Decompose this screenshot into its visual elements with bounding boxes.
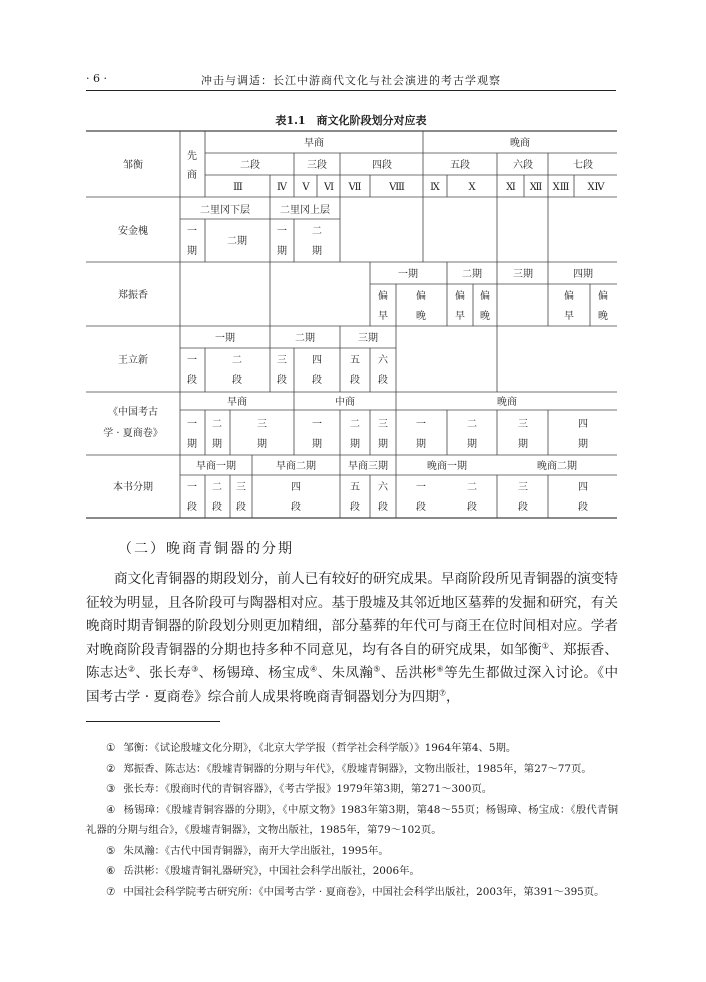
cell-zgkg: 期: [312, 439, 322, 450]
cell-roman: Ⅵ: [323, 182, 335, 193]
cell-wang: 二: [232, 355, 242, 366]
cell-zheng: 偏: [378, 291, 388, 302]
cell-zgkg: 期: [518, 439, 528, 450]
footnote: [86, 841, 618, 862]
row-label-anjinhuai: 安金槐: [118, 226, 148, 237]
footnote-ref[interactable]: ⑦: [438, 687, 446, 697]
footnote-ref[interactable]: ④: [310, 664, 318, 674]
cell-zheng: 早: [455, 311, 465, 322]
row-label-wanglixin: 王立新: [118, 355, 148, 366]
cell-book: 五: [350, 482, 360, 493]
footnote: [86, 759, 618, 780]
text-run: ，: [445, 688, 460, 705]
cell-an: 一: [277, 226, 287, 237]
cell-zgkg-era: 早商: [227, 397, 247, 408]
cell-roman: Ⅸ: [430, 182, 440, 193]
cell-zheng: 晚: [598, 311, 608, 322]
cell-an: 二期: [227, 236, 247, 247]
cell-zgkg: 期: [467, 439, 477, 450]
cell-zheng: 偏: [598, 291, 608, 302]
table-caption: 表1.1 商文化阶段划分对应表: [275, 114, 427, 127]
cell-zgkg: 期: [350, 439, 360, 450]
footnote-number: ⑤: [106, 844, 116, 857]
text-run: 商文化青铜器的期段划分，前人已有较好的研究成果。早商阶段所见青铜器的演变特征较为明显，且各阶段可与陶器相对应。基于殷墟及其邻近地区墓葬的发掘和研究，有关晚商时期青铜器的阶段划分则更加精细，部分墓葬的年代可与商王在位时间相对应。学者对晚商阶段青铜器的分期也持多种不同意见，均有各自的研究成果，如邹衡: [86, 571, 618, 658]
footnote-ref[interactable]: ⑥: [436, 664, 445, 674]
cell-book: 段: [187, 502, 197, 513]
cell-roman: Ⅶ: [348, 182, 362, 193]
text-run: 、杨锡璋、杨宝成: [198, 665, 311, 681]
footnote-number: ③: [106, 783, 116, 795]
cell-roman: Ⅹ: [468, 182, 476, 193]
cell-stage: 七段: [573, 160, 593, 171]
footnote-text: 中国社会科学院考古研究所：《中国考古学 · 夏商卷》，中国社会科学出版社，2003年，第391～395页。: [123, 885, 605, 898]
text-run: 等先生都做过深入讨论。《中国考古学 · 夏商卷》综合前人成果将晚商青铜器划分为四期: [86, 665, 619, 705]
cell-wang: 段: [350, 375, 360, 386]
cell-stage: 四段: [372, 160, 392, 171]
cell-zgkg: 一: [416, 419, 426, 430]
footnote-number: ⑥: [106, 865, 116, 877]
cell-roman: Ⅴ: [302, 182, 310, 193]
cell-zgkg-era: 中商: [335, 397, 355, 408]
cell-zheng: 偏: [480, 291, 490, 302]
footnote: [86, 861, 618, 882]
cell-book-phase: 早商一期: [196, 461, 236, 472]
cell-zheng-phase: 四期: [573, 269, 593, 280]
cell-wang-phase: 一期: [215, 333, 235, 344]
cell-book: 段: [350, 502, 360, 513]
cell-an: 期: [312, 246, 322, 257]
cell-wang: 段: [378, 375, 388, 386]
cell-roman: ⅩⅣ: [587, 182, 605, 193]
cell-book: 三: [518, 482, 528, 493]
footnote-number: ①: [106, 742, 116, 754]
cell-zgkg: 期: [378, 439, 388, 450]
footnote: [86, 738, 618, 759]
cell-roman: Ⅳ: [277, 182, 287, 193]
cell-an: 二: [312, 226, 322, 237]
cell-book: 段: [467, 502, 477, 513]
cell-wang-phase: 三期: [358, 333, 378, 344]
cell-wang: 五: [350, 355, 360, 366]
cell-zgkg-era: 晚商: [497, 397, 517, 408]
cell-book: 三: [236, 482, 246, 493]
cell-wang: 段: [277, 375, 287, 386]
cell-zheng-phase: 一期: [398, 269, 418, 280]
cell-early-shang: 早商: [304, 138, 324, 149]
page-number: · 6 ·: [86, 72, 107, 85]
row-label-zgkg-line1: 《中国考古: [108, 407, 158, 418]
text-run: 、朱凤瀚: [317, 665, 374, 681]
running-title: 冲击与调适：长江中游商代文化与社会演进的考古学观察: [201, 74, 501, 87]
cell-wang: 段: [232, 375, 242, 386]
cell-book-phase: 晚商二期: [537, 461, 577, 472]
cell-erligang-lower: 二里冈下层: [200, 205, 250, 216]
cell-book: 段: [291, 502, 301, 513]
footnote: [86, 882, 618, 903]
cell-book-phase: 早商三期: [348, 461, 388, 472]
text-run: 、郑振香、陈志达: [86, 641, 619, 681]
cell-wang: 四: [312, 355, 322, 366]
cell-zgkg: 一: [312, 419, 322, 430]
cell-erligang-upper: 二里冈上层: [280, 205, 330, 216]
cell-book: 一: [416, 482, 426, 493]
footnote-number: ⑦: [106, 885, 116, 898]
cell-book: 段: [578, 502, 588, 513]
row-label-zgkg-line2: 学 · 夏商卷》: [103, 428, 163, 439]
cell-zgkg: 二: [212, 419, 222, 430]
cell-zheng: 早: [378, 311, 388, 322]
cell-stage: 二段: [240, 160, 260, 171]
cell-zgkg: 三: [518, 419, 528, 430]
cell-an: 期: [187, 246, 197, 257]
footnote-text: 岳洪彬：《殷墟青铜礼器研究》，中国社会科学出版社，2006年。: [123, 865, 420, 877]
cell-an: 期: [277, 246, 287, 257]
cell-book-phase: 早商二期: [276, 461, 316, 472]
cell-book: 二: [467, 482, 477, 493]
cell-wang: 六: [378, 355, 388, 366]
footnote: [86, 779, 618, 800]
footnote-ref[interactable]: ①: [541, 640, 550, 650]
cell-book: 六: [378, 482, 388, 493]
cell-zgkg: 期: [416, 439, 426, 450]
cell-wang: 段: [312, 375, 322, 386]
cell-stage: 五段: [450, 160, 470, 171]
footnote-text: 郑振香、陈志达：《殷墟青铜器的分期与年代》，《殷墟青铜器》，文物出版社，1985年，第27～77页。: [123, 762, 592, 775]
cell-zgkg: 二: [467, 419, 477, 430]
cell-book-phase: 晚商一期: [427, 461, 467, 472]
cell-zgkg: 期: [187, 439, 197, 450]
cell-roman: Ⅻ: [529, 182, 543, 193]
cell-zgkg: 三: [257, 419, 267, 430]
cell-zheng: 偏: [455, 291, 465, 302]
row-label-zouheng: 邹衡: [123, 160, 143, 171]
cell-roman: Ⅺ: [506, 182, 516, 193]
cell-zheng: 早: [564, 311, 574, 322]
cell-wang-phase: 二期: [295, 333, 315, 344]
cell-zgkg: 四: [578, 419, 588, 430]
footnote-ref[interactable]: ③: [191, 664, 199, 674]
cell-zgkg: 三: [378, 419, 388, 430]
cell-wang: 段: [187, 375, 197, 386]
cell-zheng: 晚: [416, 311, 426, 322]
cell-zgkg: 期: [212, 439, 222, 450]
cell-roman: ⅩⅢ: [552, 182, 570, 193]
cell-book: 段: [518, 502, 528, 513]
footnote-ref[interactable]: ⑤: [373, 664, 381, 674]
cell-xian: 先: [187, 151, 197, 162]
footnote-divider: [86, 721, 220, 722]
footnote: [86, 800, 618, 841]
cell-zheng-phase: 二期: [462, 269, 482, 280]
cell-roman: Ⅷ: [389, 182, 405, 193]
cell-book: 二: [212, 482, 222, 493]
cell-roman: Ⅲ: [233, 182, 243, 193]
cell-zgkg: 期: [257, 439, 267, 450]
cell-late-shang: 晚商: [510, 138, 530, 149]
cell-stage: 六段: [513, 160, 533, 171]
cell-zgkg: 期: [578, 439, 588, 450]
cell-zheng: 偏: [564, 291, 574, 302]
footnotes: [86, 738, 618, 902]
cell-stage: 三段: [307, 160, 327, 171]
cell-book: 四: [578, 482, 588, 493]
footnote-text: 朱凤瀚：《古代中国青铜器》，南开大学出版社，1995年。: [123, 844, 389, 857]
body-paragraph: [86, 568, 618, 709]
cell-zheng-phase: 三期: [513, 269, 533, 280]
text-run: 、岳洪彬: [380, 665, 437, 681]
cell-book: 段: [212, 502, 222, 513]
row-label-zhengzhenxiang: 郑振香: [118, 290, 148, 301]
cell-zheng: 偏: [416, 291, 426, 302]
cell-wang: 三: [277, 355, 287, 366]
section-heading: （二）晚商青铜器的分期: [118, 541, 294, 557]
cell-zgkg: 二: [350, 419, 360, 430]
cell-zheng: 晚: [480, 311, 490, 322]
footnote-ref[interactable]: ②: [127, 664, 136, 674]
cell-zgkg: 一: [187, 419, 197, 430]
cell-wang: 一: [187, 355, 197, 366]
cell-book: 段: [416, 502, 426, 513]
footnote-text: 邹衡：《试论殷墟文化分期》，《北京大学学报（哲学社会科学版）》1964年第4、5期。: [123, 742, 517, 754]
footnote-number: ④: [106, 803, 116, 816]
cell-book: 一: [187, 482, 197, 493]
text-run: 、张长寿: [135, 665, 192, 681]
footnote-text: 杨锡璋：《殷墟青铜容器的分期》，《中原文物》1983年第3期，第48～55页；杨锡璋、杨宝成：《殷代青铜礼器的分期与组合》，《殷墟青铜器》，文物出版社，1985年，第79～102页。: [86, 803, 618, 836]
footnote-text: 张长寿：《殷商时代的青铜容器》，《考古学报》1979年第3期，第271～300页。: [123, 783, 493, 795]
footnote-number: ②: [106, 762, 116, 775]
cell-book: 段: [378, 502, 388, 513]
cell-book: 四: [291, 482, 301, 493]
cell-shang: 商: [187, 170, 197, 181]
cell-book: 段: [236, 502, 246, 513]
cell-an: 一: [187, 226, 197, 237]
row-label-book: 本书分期: [113, 482, 153, 493]
